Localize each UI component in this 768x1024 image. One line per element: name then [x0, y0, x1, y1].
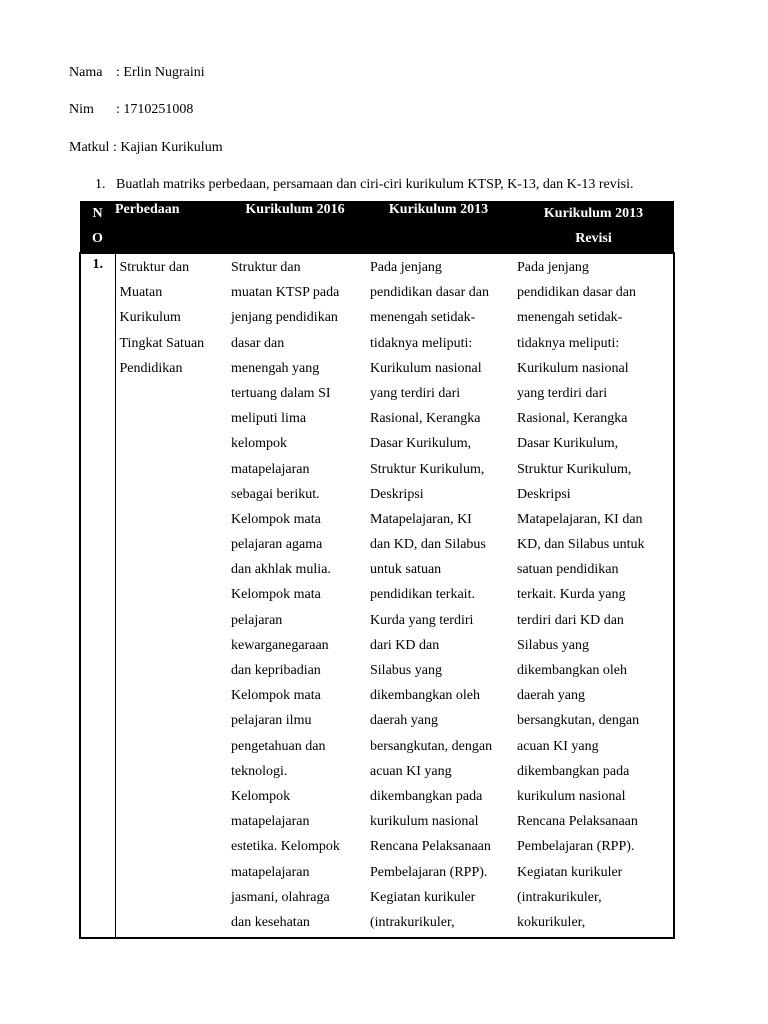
cell-line: pendidikan dasar dan: [370, 285, 489, 301]
cell-line: Struktur Kurikulum,: [517, 461, 632, 477]
cell-perbedaan-text: [116, 254, 227, 381]
cell-line: dikembangkan oleh: [517, 663, 628, 678]
cell-line: Matapelajaran, KI: [370, 511, 472, 527]
cell-line: pelajaran ilmu: [231, 713, 312, 729]
cell-line: kewarganegaraan: [231, 637, 329, 653]
cell-line: Silabus yang: [517, 637, 589, 653]
row-number: 1.: [80, 253, 115, 938]
header-no: [80, 201, 115, 253]
cell-line: Silabus yang: [370, 663, 442, 678]
header-no-line1: N: [92, 206, 103, 221]
cell-line: acuan KI yang: [517, 738, 599, 754]
cell-line: Dasar Kurikulum,: [370, 436, 472, 452]
cell-line: Kegiatan kurikuler: [370, 889, 476, 905]
cell-line: yang terdiri dari: [517, 385, 608, 401]
cell-line: Tingkat Satuan: [119, 335, 205, 351]
cell-line: (intrakurikuler,: [517, 889, 602, 905]
name-label: Nama: [69, 65, 103, 80]
cell-line: Deskripsi: [370, 486, 424, 502]
cell-line: bersangkutan, dengan: [370, 738, 493, 754]
cell-line: Pendidikan: [119, 360, 183, 376]
cell-line: sebagai berikut.: [231, 486, 320, 502]
cell-line: dari KD dan: [370, 637, 440, 653]
cell-kurikulum-2016: [226, 253, 364, 938]
cell-line: pengetahuan dan: [231, 738, 326, 754]
cell-line: Kelompok mata: [231, 587, 321, 603]
cell-line: Rasional, Kerangka: [517, 411, 628, 427]
cell-line: Kurikulum: [119, 310, 181, 326]
cell-line: daerah yang: [517, 688, 586, 704]
cell-line: pendidikan dasar dan: [517, 285, 636, 301]
cell-line: untuk satuan: [370, 562, 442, 578]
question-item: [95, 176, 633, 194]
nim-value: : 1710251008: [116, 102, 194, 117]
cell-line: satuan pendidikan: [517, 562, 619, 578]
cell-line: tidaknya meliputi:: [517, 335, 620, 351]
cell-line: Struktur dan: [231, 260, 301, 275]
cell-line: bersangkutan, dengan: [517, 713, 640, 729]
cell-line: acuan KI yang: [370, 763, 452, 779]
cell-line: (intrakurikuler,: [370, 914, 455, 930]
cell-line: Kelompok mata: [231, 688, 321, 704]
cell-line: pelajaran agama: [231, 537, 323, 553]
question-number: 1.: [95, 177, 106, 192]
cell-kurikulum-2013-revisi: [513, 253, 674, 938]
cell-line: Kelompok mata: [231, 511, 321, 527]
question-text: Buatlah matriks perbedaan, persamaan dan ciri-ciri kurikulum KTSP, K-13, dan K-13 revisi.: [116, 177, 634, 192]
cell-line: Kelompok: [231, 788, 291, 804]
header-kurikulum-2013: Kurikulum 2013: [364, 201, 513, 253]
table-header-row: [80, 201, 674, 253]
cell-line: pelajaran: [231, 612, 283, 628]
cell-kurikulum-2016-text: [226, 254, 364, 935]
comparison-matrix-table: [79, 201, 675, 939]
cell-line: Pembelajaran (RPP).: [517, 839, 635, 855]
cell-line: matapelajaran: [231, 814, 310, 830]
cell-line: Kurikulum nasional: [370, 360, 482, 376]
cell-line: dan kepribadian: [231, 663, 321, 678]
cell-line: Pada jenjang: [370, 260, 442, 275]
header-no-line2: O: [92, 231, 103, 246]
cell-line: Pada jenjang: [517, 260, 589, 275]
cell-line: dikembangkan oleh: [370, 688, 481, 704]
cell-line: dikembangkan pada: [517, 763, 630, 779]
header-kurikulum-2016: Kurikulum 2016: [226, 201, 364, 253]
cell-line: menengah setidak-: [517, 310, 623, 326]
cell-line: tertuang dalam SI: [231, 385, 331, 401]
cell-line: Kurda yang terdiri: [370, 612, 474, 628]
name-line: [69, 64, 205, 82]
cell-line: Rasional, Kerangka: [370, 411, 481, 427]
cell-line: matapelajaran: [231, 461, 310, 477]
cell-line: teknologi.: [231, 763, 288, 779]
course-line: Matkul : Kajian Kurikulum: [69, 140, 223, 155]
header-k2013r-line1: Kurikulum 2013: [543, 206, 644, 221]
cell-line: yang terdiri dari: [370, 385, 461, 401]
cell-line: Pembelajaran (RPP).: [370, 864, 488, 880]
cell-line: menengah setidak-: [370, 310, 476, 326]
cell-line: Dasar Kurikulum,: [517, 436, 619, 452]
cell-line: Matapelajaran, KI dan: [517, 511, 643, 527]
cell-line: estetika. Kelompok: [231, 839, 340, 855]
nim-line: [69, 101, 193, 119]
header-kurikulum-2013-revisi: [513, 201, 674, 253]
cell-line: dan kesehatan: [231, 914, 310, 930]
cell-line: Struktur Kurikulum,: [370, 461, 485, 477]
header-perbedaan: Perbedaan: [115, 201, 226, 253]
cell-line: Struktur dan: [119, 260, 190, 275]
cell-line: pendidikan terkait.: [370, 587, 475, 603]
cell-line: terdiri dari KD dan: [517, 612, 624, 628]
cell-line: kurikulum nasional: [517, 788, 626, 804]
cell-line: dasar dan: [231, 335, 285, 351]
cell-line: Kurikulum nasional: [517, 360, 629, 376]
cell-line: muatan KTSP pada: [231, 285, 340, 301]
cell-line: Muatan: [119, 285, 163, 301]
cell-line: KD, dan Silabus untuk: [517, 537, 645, 553]
cell-line: kelompok: [231, 436, 287, 452]
cell-line: Rencana Pelaksanaan: [517, 814, 638, 830]
table-row: [80, 253, 674, 938]
cell-perbedaan: [115, 253, 226, 938]
cell-line: daerah yang: [370, 713, 439, 729]
header-k2013r-line2: Revisi: [575, 231, 612, 246]
cell-line: Rencana Pelaksanaan: [370, 839, 491, 855]
name-value: : Erlin Nugraini: [116, 65, 205, 80]
cell-line: kurikulum nasional: [370, 814, 479, 830]
cell-line: tidaknya meliputi:: [370, 335, 473, 351]
cell-line: Deskripsi: [517, 486, 571, 502]
cell-kurikulum-2013-revisi-text: [513, 254, 673, 935]
cell-line: jenjang pendidikan: [231, 310, 338, 326]
cell-line: Kegiatan kurikuler: [517, 864, 623, 880]
cell-line: dikembangkan pada: [370, 788, 483, 804]
cell-line: jasmani, olahraga: [231, 889, 330, 905]
cell-line: dan akhlak mulia.: [231, 562, 331, 578]
cell-line: kokurikuler,: [517, 914, 586, 930]
cell-line: terkait. Kurda yang: [517, 587, 626, 603]
nim-label: Nim: [69, 102, 94, 117]
cell-line: dan KD, dan Silabus: [370, 537, 486, 553]
cell-line: meliputi lima: [231, 411, 307, 427]
cell-kurikulum-2013-text: [364, 254, 513, 935]
cell-kurikulum-2013: [364, 253, 513, 938]
cell-line: matapelajaran: [231, 864, 310, 880]
cell-line: menengah yang: [231, 360, 320, 376]
